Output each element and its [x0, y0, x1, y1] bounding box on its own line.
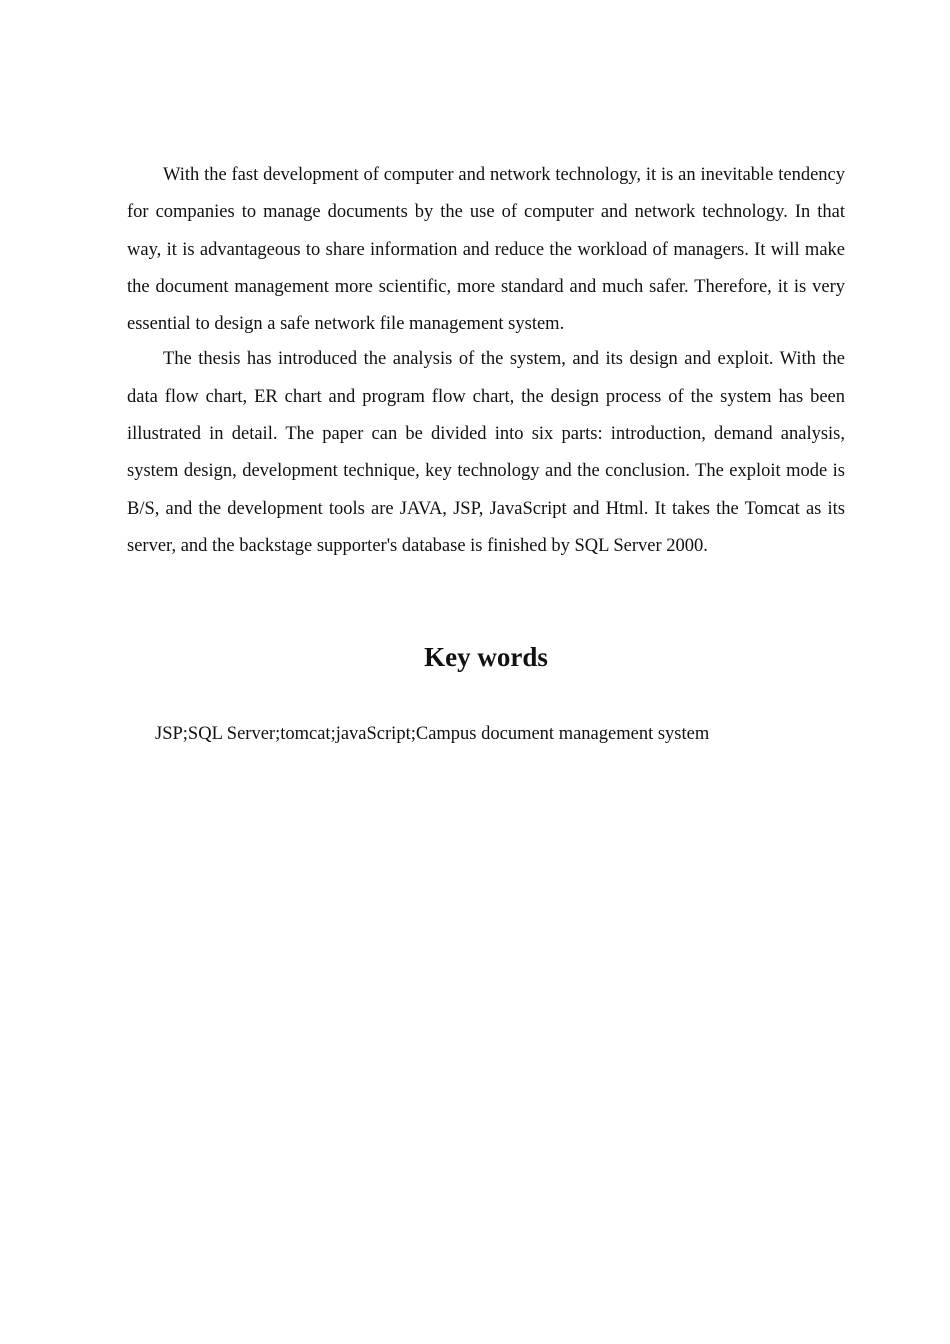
keywords-list: JSP;SQL Server;tomcat;javaScript;Campus document management system [155, 724, 710, 744]
keywords-heading: Key words [424, 642, 548, 672]
abstract-paragraph-2: The thesis has introduced the analysis of the system, and its design and exploit. With the data flow chart, ER chart and program flow chart, the design process of the system has been illustrated in detail. The paper can be divided into six parts: introduction, demand analysis, system design, development technique, key technology and the conclusion. The exploit mode is B/S, and the development tools are JAVA, JSP, JavaScript and Html. It takes the Tomcat as its server, and the backstage supporter's database is finished by SQL Server 2000. [127, 349, 845, 556]
abstract-paragraph-1: With the fast development of computer and network technology, it is an inevitable tendency for companies to manage documents by the use of computer and network technology. In that way, it is advantageous to share information and reduce the workload of managers. It will make the document management more scientific, more standard and much safer. Therefore, it is very essential to design a safe network file management system. [127, 165, 845, 335]
abstract-body [127, 157, 845, 565]
